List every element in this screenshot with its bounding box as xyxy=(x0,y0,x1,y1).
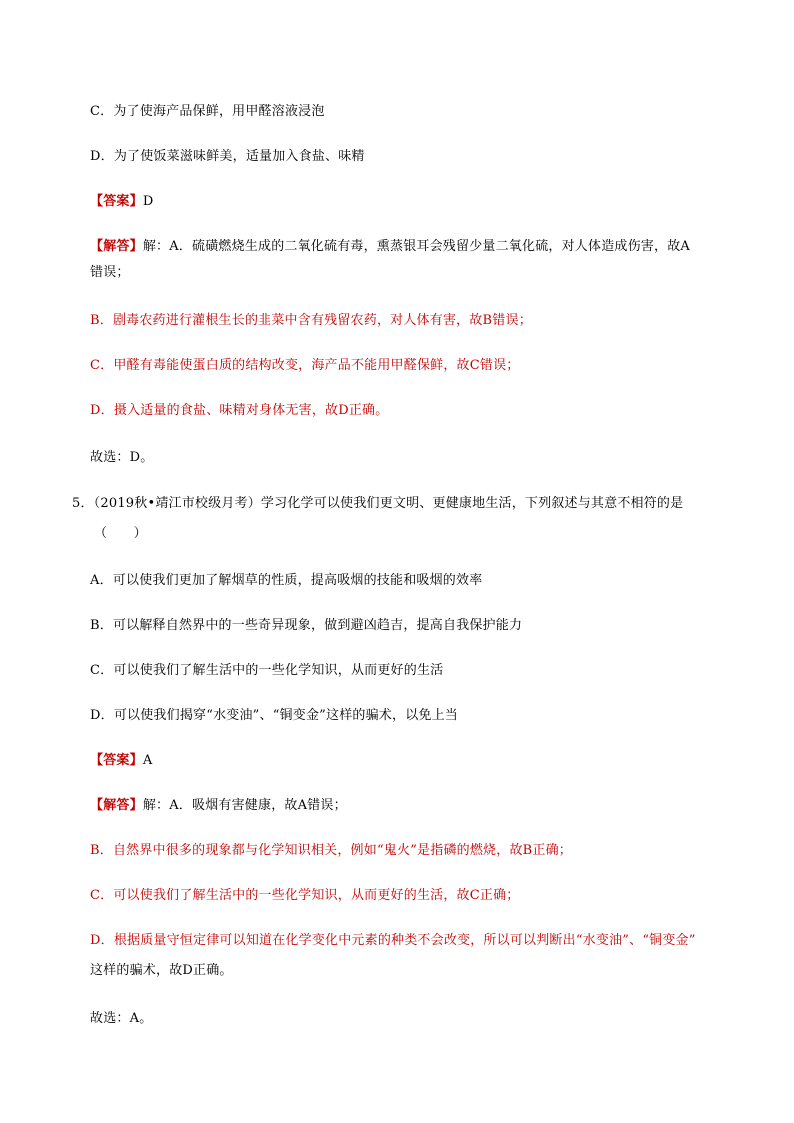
q4-conclusion: 故选：D。 xyxy=(90,450,154,465)
q5-option-b: B．可以解释自然界中的一些奇异现象，做到避凶趋吉，提高自我保护能力 xyxy=(90,618,523,633)
q4-analysis-line-2: 错误； xyxy=(90,265,130,280)
q5-analysis-b: B．自然界中很多的现象都与化学知识相关，例如“鬼火”是指磷的燃烧，故B正确； xyxy=(90,843,572,858)
q5-analysis-d-line-1: D．根据质量守恒定律可以知道在化学变化中元素的种类不会改变，所以可以判断出“水变油”、“铜变金” xyxy=(90,933,696,948)
q4-analysis-line-1 xyxy=(90,238,690,256)
q4-analysis-b: B．剧毒农药进行灌根生长的韭菜中含有残留农药，对人体有害，故B错误； xyxy=(90,313,532,328)
q5-analysis-c: C．可以使我们了解生活中的一些化学知识，从而更好的生活，故C正确； xyxy=(90,888,520,903)
answer-value: A xyxy=(142,753,153,768)
analysis-label: 【解答】 xyxy=(90,798,143,813)
q5-stem-line-1: 5．（2019秋•靖江市校级月考）学习化学可以使我们更文明、更健康地生活，下列叙述与其意不相符的是 xyxy=(72,496,684,511)
analysis-text: 解：A．硫磺燃烧生成的二氧化硫有毒，熏蒸银耳会残留少量二氧化硫，对人体造成伤害，故A xyxy=(142,239,690,254)
q4-analysis-c: C．甲醛有毒能使蛋白质的结构改变，海产品不能用甲醛保鲜，故C错误； xyxy=(90,358,520,373)
q4-analysis-d: D．摄入适量的食盐、味精对身体无害，故D正确。 xyxy=(90,403,389,418)
q4-answer xyxy=(90,193,153,211)
answer-label: 【答案】 xyxy=(90,753,143,768)
q4-option-c: C．为了使海产品保鲜，用甲醛溶液浸泡 xyxy=(90,104,325,119)
q5-analysis-a xyxy=(90,797,347,815)
q5-option-a: A．可以使我们更加了解烟草的性质，提高吸烟的技能和吸烟的效率 xyxy=(90,573,483,588)
answer-value: D xyxy=(142,194,154,209)
answer-label: 【答案】 xyxy=(90,194,143,209)
q5-conclusion: 故选：A。 xyxy=(90,1011,153,1026)
q5-analysis-d-line-2: 这样的骗术，故D正确。 xyxy=(90,963,233,978)
q5-stem-line-2: （ ） xyxy=(94,526,147,541)
analysis-label: 【解答】 xyxy=(90,239,143,254)
q5-answer xyxy=(90,752,152,770)
q5-option-d: D．可以使我们揭穿“水变油”、“铜变金”这样的骗术，以免上当 xyxy=(90,708,459,723)
analysis-text: 解：A．吸烟有害健康，故A错误； xyxy=(142,798,347,813)
q5-option-c: C．可以使我们了解生活中的一些化学知识，从而更好的生活 xyxy=(90,663,444,678)
q4-option-d: D．为了使饭菜滋味鲜美，适量加入食盐、味精 xyxy=(90,149,365,164)
